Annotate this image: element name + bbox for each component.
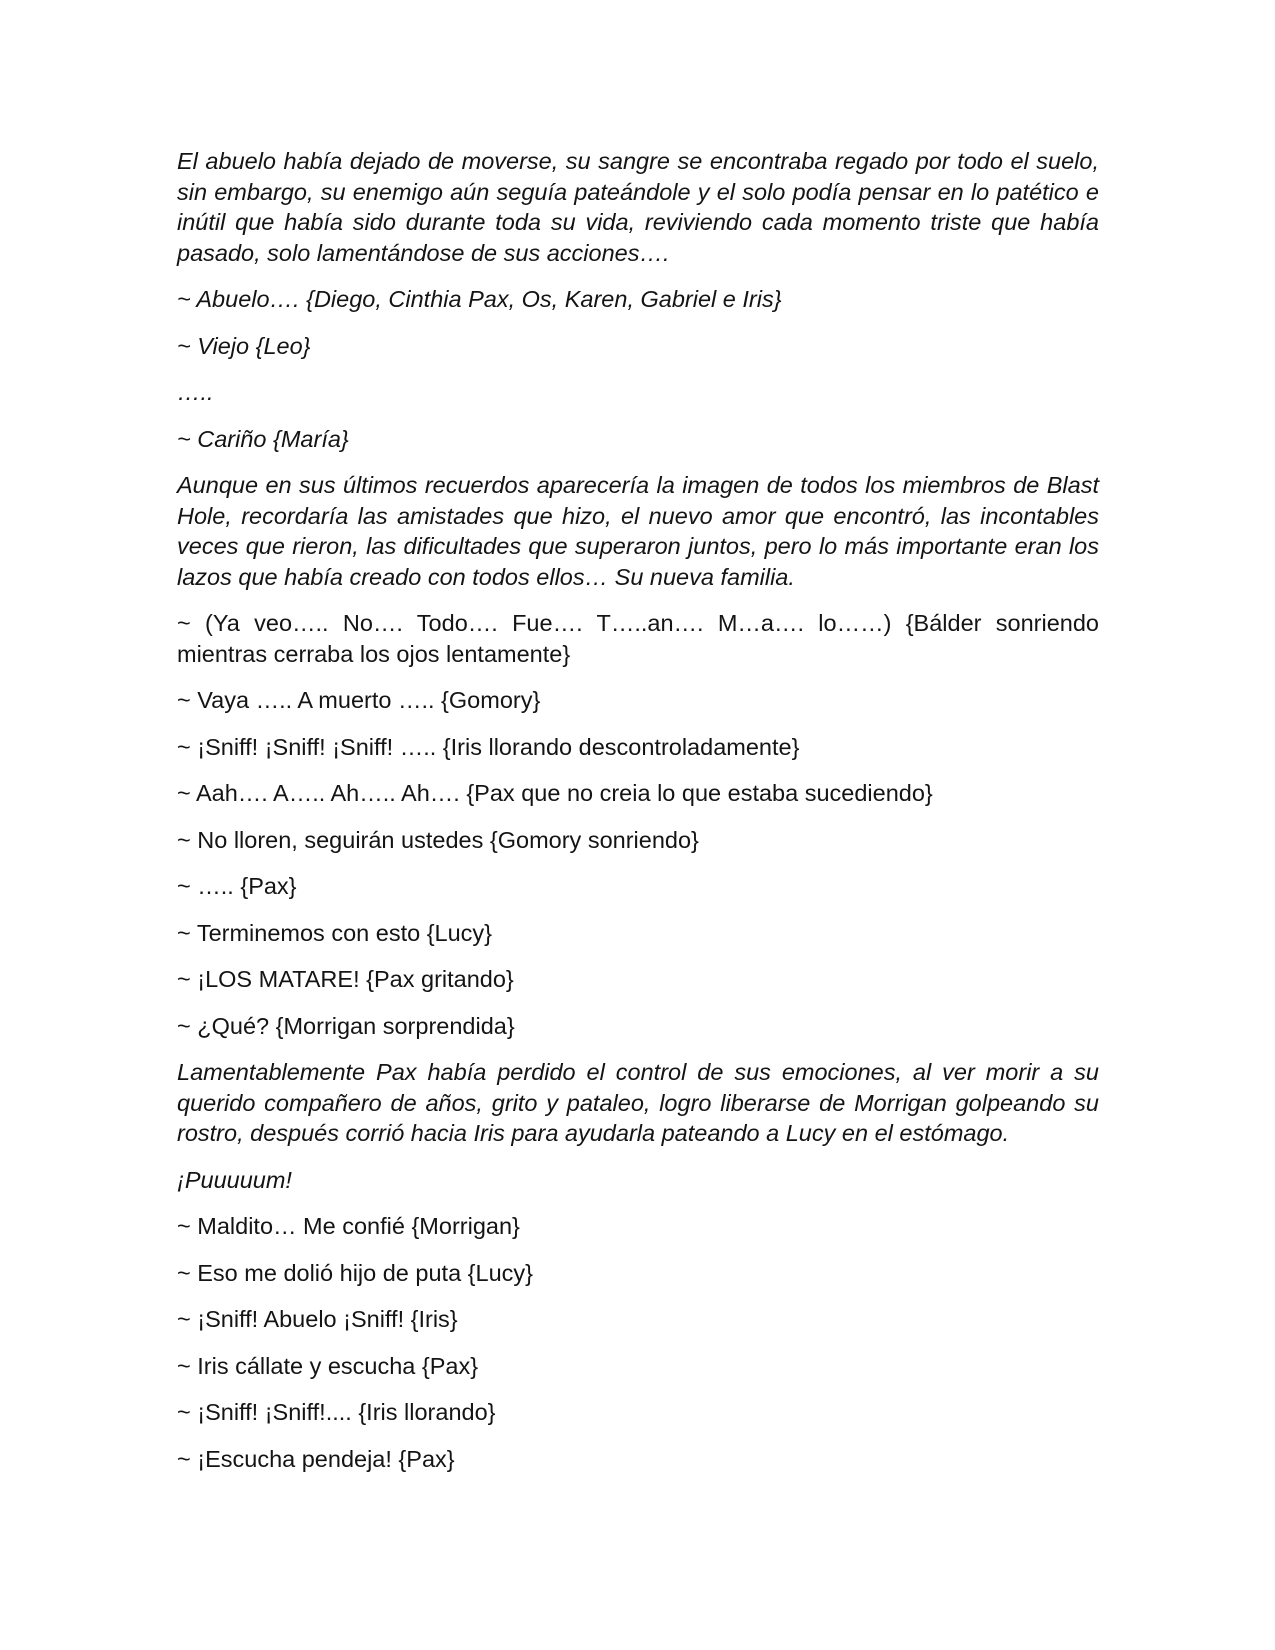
dialogue-line: ~ Cariño {María} xyxy=(177,425,349,452)
dialogue-line: ~ ¡Escucha pendeja! {Pax} xyxy=(177,1445,455,1472)
dialogue-line: ~ ¿Qué? {Morrigan sorprendida} xyxy=(177,1012,515,1039)
dialogue-line: ~ Viejo {Leo} xyxy=(177,332,311,359)
sound-effect-line: ¡Puuuuum! xyxy=(177,1166,292,1193)
dialogue-line: ~ ¡Sniff! ¡Sniff! ¡Sniff! ….. {Iris llorando descontroladamente} xyxy=(177,733,800,760)
narration-paragraph: El abuelo había dejado de moverse, su sangre se encontraba regado por todo el suelo, sin embargo, su enemigo aún seguía pateándole y el solo podía pensar en lo patético e inútil que había sido durante toda su vida, reviviendo cada momento triste que había pasado, solo lamentándose de sus acciones…. xyxy=(177,148,1099,266)
document-page xyxy=(177,146,1099,1490)
dialogue-line: ~ Aah…. A….. Ah….. Ah…. {Pax que no creia lo que estaba sucediendo} xyxy=(177,780,933,806)
ellipsis-line: ….. xyxy=(177,379,214,405)
dialogue-line: ~ Maldito… Me confié {Morrigan} xyxy=(177,1213,520,1239)
dialogue-line: ~ ¡Sniff! Abuelo ¡Sniff! {Iris} xyxy=(177,1306,458,1332)
dialogue-line: ~ No lloren, seguirán ustedes {Gomory sonriendo} xyxy=(177,826,699,853)
dialogue-line: ~ Vaya ….. A muerto ….. {Gomory} xyxy=(177,687,541,713)
dialogue-line: ~ Eso me dolió hijo de puta {Lucy} xyxy=(177,1259,534,1286)
dialogue-line: ~ ¡LOS MATARE! {Pax gritando} xyxy=(177,966,514,992)
dialogue-line: ~ ….. {Pax} xyxy=(177,873,297,899)
dialogue-line: ~ (Ya veo….. No…. Todo…. Fue…. T…..an…. M…a…. lo……) {Bálder sonriendo mientras cerraba los ojos lentamente} xyxy=(177,610,1099,667)
dialogue-line: ~ Abuelo…. {Diego, Cinthia Pax, Os, Karen, Gabriel e Iris} xyxy=(177,286,782,312)
narration-paragraph: Lamentablemente Pax había perdido el control de sus emociones, al ver morir a su querido compañero de años, grito y pataleo, logro liberarse de Morrigan golpeando su rostro, después corrió hacia Iris para ayudarla pateando a Lucy en el estómago. xyxy=(177,1059,1099,1146)
dialogue-line: ~ Terminemos con esto {Lucy} xyxy=(177,919,493,946)
narration-paragraph: Aunque en sus últimos recuerdos aparecería la imagen de todos los miembros de Blast Hole, recordaría las amistades que hizo, el nuevo amor que encontró, las incontables veces que rieron, las dificultades que superaron juntos, pero lo más importante eran los lazos que había creado con todos ellos… Su nueva familia. xyxy=(177,472,1099,590)
dialogue-line: ~ ¡Sniff! ¡Sniff!.... {Iris llorando} xyxy=(177,1399,496,1425)
dialogue-line: ~ Iris cállate y escucha {Pax} xyxy=(177,1352,479,1379)
